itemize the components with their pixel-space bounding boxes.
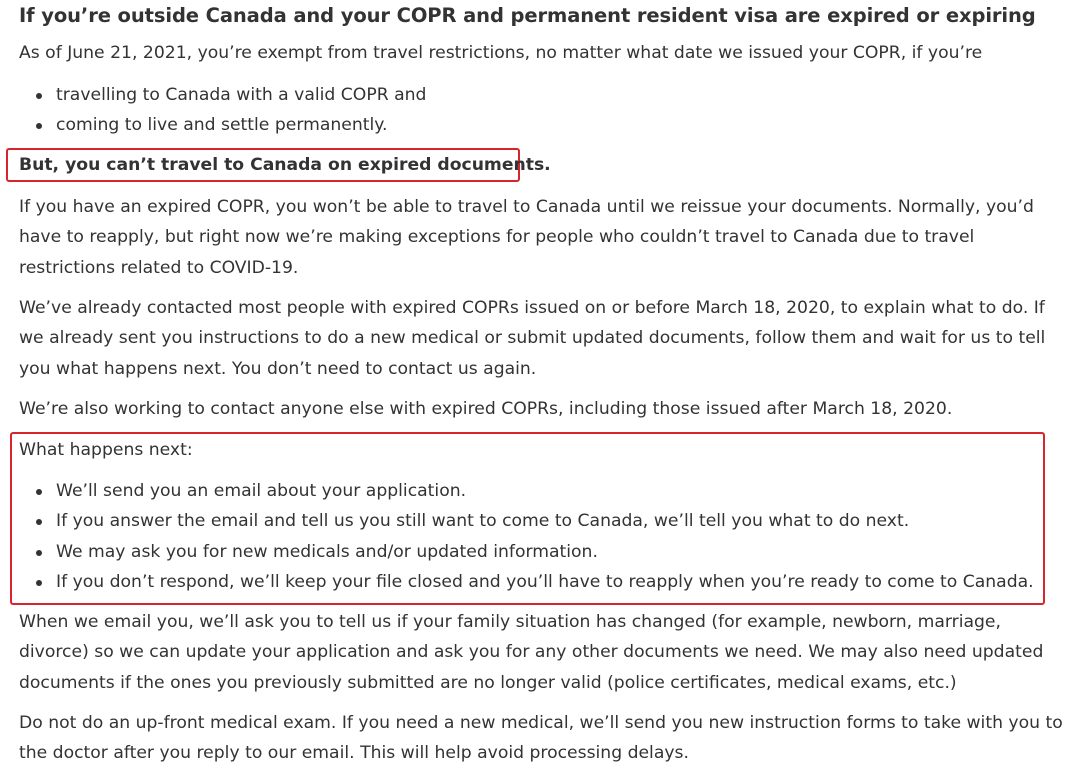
bullet-icon — [36, 550, 42, 556]
section-heading: If you’re outside Canada and your COPR and permanent resident visa are expired or expiring — [19, 4, 1036, 27]
list-item: travelling to Canada with a valid COPR and — [19, 80, 426, 110]
list-item: We’ll send you an email about your application. — [19, 476, 1034, 506]
paragraph-medical-exam: Do not do an up-front medical exam. If you need a new medical, we’ll send you new instruction forms to take with you to the doctor after you reply to our email. This will help avoid processing delays. — [19, 713, 1063, 764]
next-steps-label: What happens next: — [19, 440, 193, 460]
paragraph-already-contacted: We’ve already contacted most people with expired COPRs issued on or before March 18, 2020, to explain what to do. If we already sent you instructions to do a new medical or submit updated documents, follow them and wait for us to tell you what happens next. You don’t need to contact us again. — [19, 298, 1046, 379]
list-item: coming to live and settle permanently. — [19, 110, 426, 140]
bullet-icon — [36, 489, 42, 495]
next-steps-bullet-list — [19, 476, 1034, 597]
bullet-icon — [36, 580, 42, 586]
intro-paragraph: As of June 21, 2021, you’re exempt from travel restrictions, no matter what date we issued your COPR, if you’re — [19, 43, 983, 63]
list-item: If you don’t respond, we’ll keep your file closed and you’ll have to reapply when you’re ready to come to Canada. — [19, 567, 1034, 597]
paragraph-email-followup: When we email you, we’ll ask you to tell us if your family situation has changed (for example, newborn, marriage, divorce) so we can update your application and ask you for any other documents we need. We may also need updated documents if the ones you previously submitted are no longer valid (police certificates, medical exams, etc.) — [19, 612, 1044, 693]
bullet-icon — [36, 93, 42, 99]
intro-bullet-list — [19, 80, 426, 141]
list-item: We may ask you for new medicals and/or updated information. — [19, 537, 1034, 567]
bullet-icon — [36, 123, 42, 129]
warning-text: But, you can’t travel to Canada on expired documents. — [19, 155, 551, 175]
paragraph-expired-copr: If you have an expired COPR, you won’t be able to travel to Canada until we reissue your documents. Normally, you’d have to reapply, but right now we’re making exceptions for people who couldn’t travel to Canada due to travel restrictions related to COVID-19. — [19, 197, 1034, 278]
paragraph-also-working: We’re also working to contact anyone else with expired COPRs, including those issued after March 18, 2020. — [19, 399, 953, 419]
list-item: If you answer the email and tell us you still want to come to Canada, we’ll tell you what to do next. — [19, 506, 1034, 536]
bullet-icon — [36, 519, 42, 525]
